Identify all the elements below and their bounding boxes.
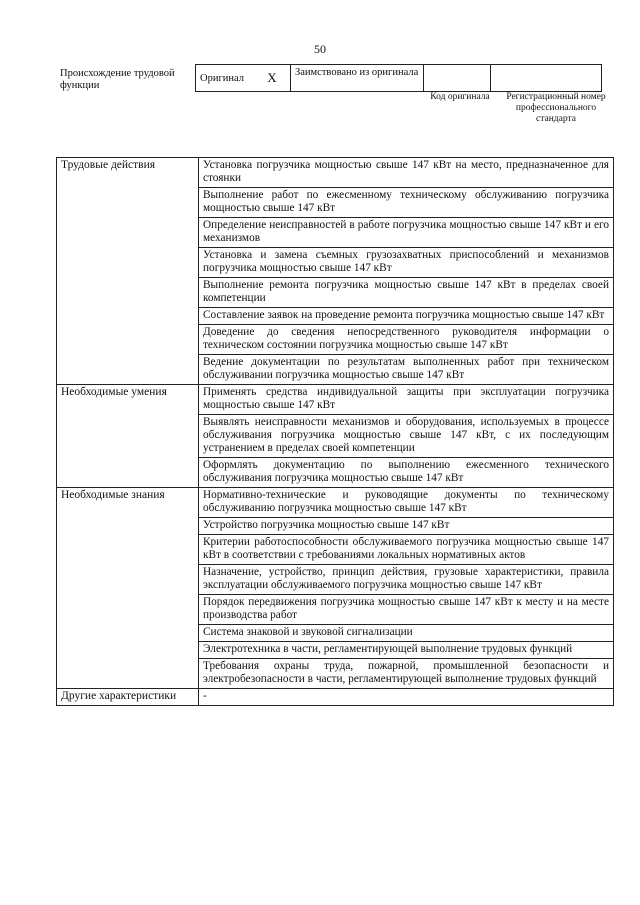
section-item: Выявлять неисправности механизмов и оборудования, используемых в процессе обслуживания погрузчика мощностью свыше 147 кВт, с их последующим устранением в пределах своей компетенции bbox=[199, 415, 614, 458]
reg-caption: Регистрационный номер профессионального стандарта bbox=[506, 92, 606, 124]
section-item: Критерии работоспособности обслуживаемого погрузчика мощностью свыше 147 кВт в соответствии с требованиями локальных нормативных актов bbox=[199, 535, 614, 565]
section-item: Применять средства индивидуальной защиты при эксплуатации погрузчика мощностью свыше 147 кВт bbox=[199, 385, 614, 415]
section-item: Система знаковой и звуковой сигнализации bbox=[199, 625, 614, 642]
section-item: Установка погрузчика мощностью свыше 147 кВт на место, предназначенное для стоянки bbox=[199, 158, 614, 188]
table-row bbox=[57, 488, 614, 518]
section-item: Доведение до сведения непосредственного руководителя информации о техническом состоянии погрузчика мощностью свыше 147 кВт bbox=[199, 325, 614, 355]
table-row bbox=[57, 158, 614, 188]
section-item: Порядок передвижения погрузчика мощностью свыше 147 кВт к месту и на месте производства работ bbox=[199, 595, 614, 625]
section-title: Другие характеристики bbox=[57, 689, 199, 706]
section-item: Назначение, устройство, принцип действия, грузовые характеристики, правила эксплуатации обслуживаемого погрузчика мощностью свыше 147 кВт bbox=[199, 565, 614, 595]
borrowed-label: Заимствовано из оригинала bbox=[291, 65, 424, 92]
labor-function-table bbox=[56, 157, 614, 706]
table-row bbox=[57, 385, 614, 415]
section-title: Необходимые умения bbox=[57, 385, 199, 488]
section-item: Ведение документации по результатам выполненных работ при техническом обслуживании погрузчика мощностью свыше 147 кВт bbox=[199, 355, 614, 385]
section-item: Установка и замена съемных грузозахватных приспособлений и механизмов погрузчика мощностью свыше 147 кВт bbox=[199, 248, 614, 278]
section-item: Требования охраны труда, пожарной, промышленной безопасности и электробезопасности в части, регламентирующей выполнение трудовых функций bbox=[199, 659, 614, 689]
origin-table bbox=[195, 64, 602, 92]
table-row bbox=[57, 689, 614, 706]
page-number: 50 bbox=[314, 42, 326, 56]
section-title: Трудовые действия bbox=[57, 158, 199, 385]
section-item: Оформлять документацию по выполнению ежесменного технического обслуживания погрузчика мощностью свыше 147 кВт bbox=[199, 458, 614, 488]
origin-label: Происхождение трудовой функции bbox=[60, 68, 175, 91]
section-item: Электротехника в части, регламентирующей выполнение трудовых функций bbox=[199, 642, 614, 659]
section-item: - bbox=[199, 689, 614, 706]
section-item: Выполнение работ по ежесменному техническому обслуживанию погрузчика мощностью свыше 147 кВт bbox=[199, 188, 614, 218]
section-title: Необходимые знания bbox=[57, 488, 199, 689]
section-item: Составление заявок на проведение ремонта погрузчика мощностью свыше 147 кВт bbox=[199, 308, 614, 325]
code-cell bbox=[424, 65, 491, 92]
section-item: Выполнение ремонта погрузчика мощностью свыше 147 кВт в пределах своей компетенции bbox=[199, 278, 614, 308]
reg-number-cell bbox=[491, 65, 602, 92]
section-item: Устройство погрузчика мощностью свыше 147 кВт bbox=[199, 518, 614, 535]
section-item: Определение неисправностей в работе погрузчика мощностью свыше 147 кВт и его механизмов bbox=[199, 218, 614, 248]
original-label: Оригинал bbox=[196, 65, 255, 92]
code-caption: Код оригинала bbox=[430, 92, 490, 102]
original-mark: X bbox=[254, 65, 291, 92]
section-item: Нормативно-технические и руководящие документы по техническому обслуживанию погрузчика мощностью свыше 147 кВт bbox=[199, 488, 614, 518]
